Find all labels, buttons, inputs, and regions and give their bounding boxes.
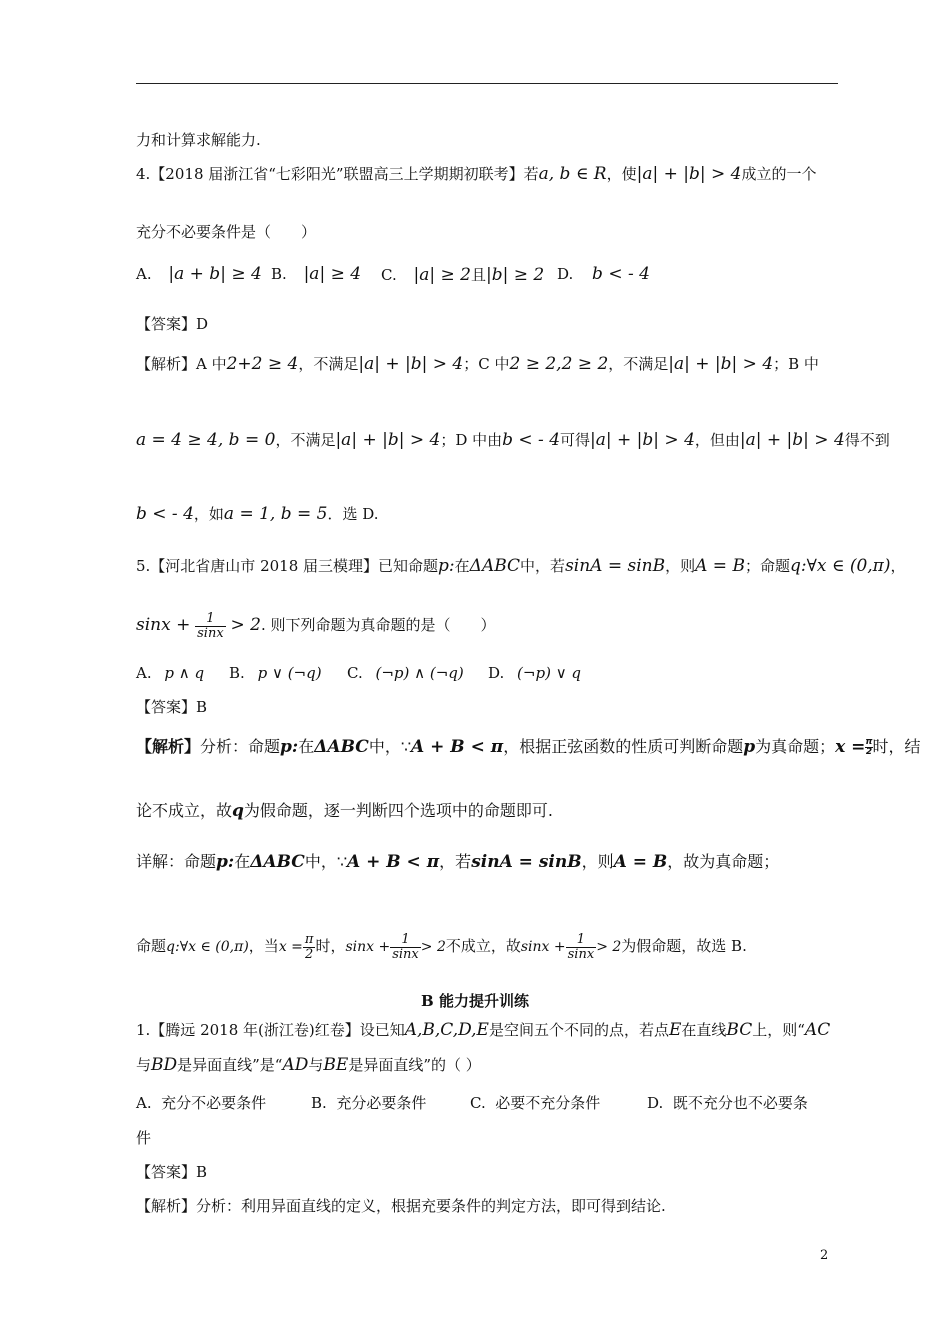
q4-option-b xyxy=(271,264,361,284)
q5-conclusion xyxy=(136,928,747,965)
q5-conclusion-math: > 2 xyxy=(596,939,622,955)
q4-expl-math: 2+2 ≥ 4 xyxy=(226,354,299,374)
q5-analysis-line1 xyxy=(136,736,921,758)
q5-math: sinx + xyxy=(136,615,191,635)
fraction-numerator: 1 xyxy=(195,612,226,627)
q5-analysis-math: A + B < π xyxy=(411,737,504,757)
q5-conclusion-math: sinx + xyxy=(345,939,391,955)
q4-expl-text: ；C 中 xyxy=(463,355,510,373)
b1-explanation: 【解析】分析：利用异面直线的定义，根据充要条件的判定方法，即可得到结论. xyxy=(136,1197,666,1215)
q5-conclusion-text: 命题 xyxy=(136,937,167,955)
q5-text: . 则下列命题为真命题的是（ ） xyxy=(260,616,496,634)
b1-stem-line2 xyxy=(136,1055,481,1075)
q5-math: > 2 xyxy=(230,615,261,635)
q5-conclusion-math: sinx + xyxy=(520,939,566,955)
q5-conclusion-fraction xyxy=(303,933,316,962)
q5-conclusion-text: 为假命题，故选 B. xyxy=(621,937,747,955)
q5-analysis-text: 时，结 xyxy=(872,737,921,756)
q4-option-b-label: B. xyxy=(271,265,287,283)
section-title: B 能力提升训练 xyxy=(421,992,529,1010)
q5-answer: 【答案】B xyxy=(136,698,208,716)
q5-analysis-math: x = xyxy=(835,737,866,757)
q5-conclusion-text: ，当 xyxy=(248,937,279,955)
b1-option-d-wrap: 件 xyxy=(136,1129,152,1147)
page-number: 2 xyxy=(820,1248,829,1263)
q5-detail-text: ，故为真命题； xyxy=(667,852,780,871)
q5-option-a xyxy=(136,664,204,682)
q5-option-d-math: (¬p) ∨ q xyxy=(517,664,582,682)
b1-stem-line1 xyxy=(136,1020,830,1040)
b1-math: BE xyxy=(323,1055,349,1075)
b1-option-a-text: 充分不必要条件 xyxy=(161,1094,267,1112)
b1-text: 1.【腾远 2018 年(浙江卷)红卷】设已知 xyxy=(136,1021,405,1039)
q4-expl-math: |a| + |b| > 4 xyxy=(335,430,441,450)
header-rule xyxy=(136,83,838,84)
q5-analysis-math: ΔABC xyxy=(314,737,369,757)
q5-text: ， xyxy=(890,557,906,575)
q4-expl-math: a = 4 ≥ 4, b = 0 xyxy=(136,430,276,450)
b1-math: AC xyxy=(804,1020,831,1040)
q5-option-a-math: p ∧ q xyxy=(164,664,205,682)
fraction-denominator: sinx xyxy=(197,625,224,641)
q5-math: p: xyxy=(438,556,455,576)
fraction-numerator: π xyxy=(304,931,314,947)
b1-math: BC xyxy=(726,1020,753,1040)
q4-expl-math: |a| + |b| > 4 xyxy=(739,430,845,450)
b1-option-d-text: 既不充分也不必要条 xyxy=(672,1094,808,1112)
q4-expl-text: ，不满足 xyxy=(275,431,336,449)
fraction-numerator: 1 xyxy=(566,933,597,948)
b1-option-c-text: 必要不充分条件 xyxy=(495,1094,601,1112)
q4-expl-math: a = 1, b = 5 xyxy=(223,504,328,524)
fraction-denominator: 2 xyxy=(305,946,314,962)
b1-option-b xyxy=(311,1092,426,1113)
b1-option-a-label: A. xyxy=(136,1094,152,1112)
q4-expl-math: |a| + |b| > 4 xyxy=(358,354,464,374)
q5-detail-math: ΔABC xyxy=(250,852,305,872)
b1-option-d xyxy=(647,1092,808,1113)
q5-stem-line2 xyxy=(136,608,495,642)
b1-option-c-label: C. xyxy=(470,1094,486,1112)
b1-math: BD xyxy=(151,1055,178,1075)
q5-option-c-label: C. xyxy=(347,664,363,682)
q5-conclusion-text: 时， xyxy=(315,937,346,955)
q5-text: ，则 xyxy=(665,557,696,575)
q5-fraction xyxy=(195,612,226,641)
q5-analysis-text: 分析：命题 xyxy=(200,737,281,756)
q4-expl-text: ，如 xyxy=(193,505,224,523)
q4-expl-math: |a| + |b| > 4 xyxy=(668,354,774,374)
q5-option-d xyxy=(488,664,581,682)
q5-analysis-math: q xyxy=(232,801,244,821)
q5-analysis-text: 论不成立，故 xyxy=(136,801,233,820)
q4-mid: ，使 xyxy=(606,165,637,183)
q5-analysis-text: 为真命题； xyxy=(755,737,836,756)
q4-expl-text: 可得 xyxy=(560,431,591,449)
q4-expl-text: ，但由 xyxy=(694,431,740,449)
q5-detail-math: p: xyxy=(216,852,235,872)
q4-explanation-line3 xyxy=(136,504,379,524)
b1-option-b-label: B. xyxy=(311,1094,327,1112)
q4-option-c-label: C. xyxy=(381,266,397,284)
q5-option-c xyxy=(347,664,464,682)
b1-math: E xyxy=(668,1020,682,1040)
q5-conclusion-math: q:∀x ∈ (0,π) xyxy=(166,939,249,955)
q4-expl-text: 【解析】A 中 xyxy=(136,355,227,373)
q5-text: 在 xyxy=(454,557,470,575)
q4-option-a xyxy=(136,264,262,284)
intro-tail: 力和计算求解能力. xyxy=(136,131,261,149)
q4-expl-math: b < - 4 xyxy=(502,430,561,450)
q4-expl-text: ，不满足 xyxy=(298,355,359,373)
q5-option-b-label: B. xyxy=(229,664,245,682)
q5-detail-text: 在 xyxy=(234,852,251,871)
q4-option-b-math: |a| ≥ 4 xyxy=(303,264,362,284)
b1-math: AD xyxy=(282,1055,309,1075)
q5-detail-text: ，则 xyxy=(581,852,614,871)
q5-option-a-label: A. xyxy=(136,664,152,682)
q5-conclusion-fraction xyxy=(566,933,597,962)
q5-detail-math: A = B xyxy=(613,852,668,872)
q4-expl-text: ；B 中 xyxy=(773,355,819,373)
q5-detail-text: 中，∵ xyxy=(304,852,347,871)
fraction-numerator: 1 xyxy=(390,933,421,948)
q5-math: sinA = sinB xyxy=(565,556,666,576)
b1-text: 在直线 xyxy=(681,1021,727,1039)
q5-analysis-text: 中，∵ xyxy=(368,737,412,756)
q4-option-c-math2: |b| ≥ 2 xyxy=(485,265,545,285)
b1-text: 与 xyxy=(308,1056,324,1074)
b1-option-c xyxy=(470,1092,600,1113)
q5-conclusion-math: x = xyxy=(278,939,303,955)
q4-expl-text: 得不到 xyxy=(844,431,890,449)
b1-text: 与 xyxy=(136,1056,152,1074)
q5-conclusion-text: 不成立，故 xyxy=(445,937,521,955)
fraction-denominator: sinx xyxy=(392,946,419,962)
q4-option-a-label: A. xyxy=(136,265,152,283)
q5-option-c-math: (¬p) ∧ (¬q) xyxy=(375,664,464,682)
q5-analysis-math: p xyxy=(743,737,756,757)
q5-text: 5.【河北省唐山市 2018 届三模理】已知命题 xyxy=(136,557,439,575)
q4-explanation-line1 xyxy=(136,354,819,374)
q4-expl-math: b < - 4 xyxy=(136,504,194,524)
q5-conclusion-math: > 2 xyxy=(420,939,446,955)
fraction-denominator: sinx xyxy=(567,946,595,962)
q5-detail-text: 详解：命题 xyxy=(136,852,217,871)
q4-answer: 【答案】D xyxy=(136,315,209,333)
q5-analysis-line2 xyxy=(136,800,553,822)
q5-text: ；命题 xyxy=(744,557,790,575)
q5-analysis-text: 【解析】 xyxy=(136,737,201,756)
fraction-denominator: 2 xyxy=(865,747,873,757)
q4-explanation-line2 xyxy=(136,430,890,450)
q4-expl-text: ．选 D. xyxy=(327,505,379,523)
q5-text: 中，若 xyxy=(520,557,566,575)
q5-analysis-text: 为假命题，逐一判断四个选项中的命题即可. xyxy=(243,801,553,820)
q5-math: ΔABC xyxy=(469,556,521,576)
q5-analysis-text: 在 xyxy=(298,737,315,756)
q5-detail xyxy=(136,851,779,873)
b1-text: 是空间五个不同的点，若点 xyxy=(488,1021,669,1039)
q4-suffix: 成立的一个 xyxy=(741,165,817,183)
q4-option-c xyxy=(381,264,544,285)
q4-option-c-joiner: 且 xyxy=(470,266,486,284)
q4-condition: a, b ∈ R xyxy=(538,164,607,184)
fraction-numerator: π xyxy=(865,737,873,747)
q5-option-b xyxy=(229,664,322,682)
q5-analysis-text: ，根据正弦函数的性质可判断命题 xyxy=(503,737,744,756)
q4-expl-math: 2 ≥ 2,2 ≥ 2 xyxy=(509,354,609,374)
b1-answer: 【答案】B xyxy=(136,1163,208,1181)
q5-math: q:∀x ∈ (0,π) xyxy=(789,556,891,576)
b1-text: 上，则“ xyxy=(752,1021,805,1039)
q5-option-d-label: D. xyxy=(488,664,505,682)
q5-analysis-math: p: xyxy=(280,737,299,757)
q4-option-c-math: |a| ≥ 2 xyxy=(413,265,471,285)
q4-option-d-label: D. xyxy=(557,265,574,283)
q5-analysis-fraction xyxy=(865,738,872,757)
q5-conclusion-fraction xyxy=(390,933,421,962)
q4-option-a-math: |a + b| ≥ 4 xyxy=(168,264,262,284)
q4-expl-text: ；D 中由 xyxy=(440,431,503,449)
q4-option-d-math: b < - 4 xyxy=(592,264,650,284)
b1-option-b-text: 充分必要条件 xyxy=(336,1094,427,1112)
q4-stem-line2: 充分不必要条件是（ ） xyxy=(136,223,317,241)
b1-option-d-label: D. xyxy=(647,1094,664,1112)
q4-expression: |a| + |b| > 4 xyxy=(636,164,742,184)
q5-math: A = B xyxy=(695,556,745,576)
q5-stem-line1 xyxy=(136,556,906,576)
q4-option-d xyxy=(557,264,650,284)
q5-option-b-math: p ∨ (¬q) xyxy=(257,664,322,682)
q4-prefix: 4.【2018 届浙江省“七彩阳光”联盟高三上学期期初联考】若 xyxy=(136,165,539,183)
q5-detail-math: sinA = sinB xyxy=(471,852,582,872)
q4-expl-text: ，不满足 xyxy=(608,355,669,373)
b1-text: 是异面直线”是“ xyxy=(177,1056,283,1074)
q5-detail-math: A + B < π xyxy=(347,852,440,872)
b1-text: 是异面直线”的（ ） xyxy=(348,1056,481,1074)
q4-expl-math: |a| + |b| > 4 xyxy=(590,430,695,450)
b1-option-a xyxy=(136,1092,266,1113)
b1-math: A,B,C,D,E xyxy=(404,1020,489,1040)
q4-stem-line1 xyxy=(136,164,817,184)
q5-detail-text: ，若 xyxy=(439,852,472,871)
